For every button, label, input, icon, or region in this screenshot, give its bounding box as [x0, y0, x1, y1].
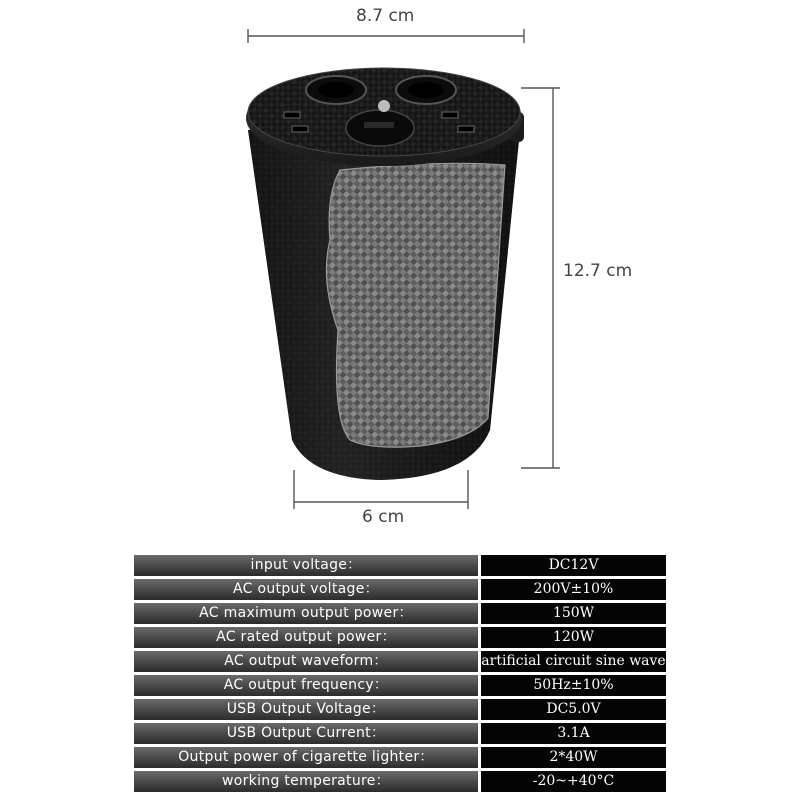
- spec-label: Output power of cigarette lighter：: [134, 747, 478, 768]
- spec-row: [134, 675, 666, 696]
- dimension-height: 12.7 cm: [563, 261, 633, 281]
- spec-value: artificial circuit sine wave: [478, 651, 666, 672]
- dimension-width-top: 8.7 cm: [356, 6, 415, 26]
- spec-value: 200V±10%: [478, 579, 666, 600]
- spec-label: AC rated output power：: [134, 627, 478, 648]
- spec-row: [134, 651, 666, 672]
- spec-row: [134, 555, 666, 576]
- lighter-socket-right: [396, 76, 456, 104]
- spec-value: 2*40W: [478, 747, 666, 768]
- dimension-width-bottom: 6 cm: [362, 507, 405, 527]
- spec-label: AC output frequency：: [134, 675, 478, 696]
- spec-value: DC5.0V: [478, 699, 666, 720]
- spec-label: working temperature：: [134, 771, 478, 792]
- dimension-line-top: [248, 29, 524, 43]
- spec-value: DC12V: [478, 555, 666, 576]
- spec-row: [134, 627, 666, 648]
- spec-value: 3.1A: [478, 723, 666, 744]
- dimension-line-right: [521, 88, 560, 468]
- spec-row: [134, 579, 666, 600]
- spec-value: 150W: [478, 603, 666, 624]
- spec-label: AC output waveform：: [134, 651, 478, 672]
- spec-label: AC output voltage：: [134, 579, 478, 600]
- spec-label: USB Output Current：: [134, 723, 478, 744]
- spec-row: [134, 771, 666, 792]
- spec-row: [134, 747, 666, 768]
- spec-label: AC maximum output power：: [134, 603, 478, 624]
- spec-value: 120W: [478, 627, 666, 648]
- spec-row: [134, 603, 666, 624]
- carbon-fiber-panel: [326, 163, 505, 447]
- spec-row: [134, 723, 666, 744]
- spec-value: 50Hz±10%: [478, 675, 666, 696]
- lighter-socket-left: [306, 76, 366, 104]
- spec-table: [134, 552, 666, 795]
- spec-label: USB Output Voltage：: [134, 699, 478, 720]
- spec-row: [134, 699, 666, 720]
- spec-label: input voltage：: [134, 555, 478, 576]
- spec-value: -20~+40°C: [478, 771, 666, 792]
